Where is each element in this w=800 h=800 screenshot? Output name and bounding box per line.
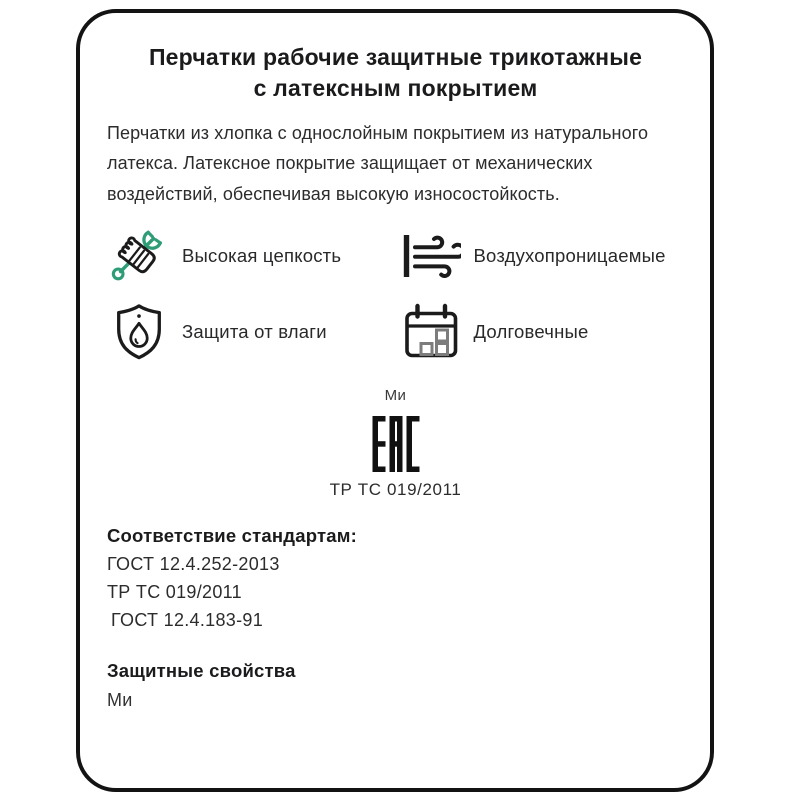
product-title-line2: с латексным покрытием <box>253 75 538 102</box>
description-line: воздействий, обеспечивая высокую износостойкость. <box>107 184 560 205</box>
product-card <box>76 9 714 792</box>
feature-moisture <box>107 301 393 363</box>
description-line: Перчатки из хлопка с однослойным покрытием из натурального <box>107 122 649 143</box>
feature-label: Защита от влаги <box>182 321 327 343</box>
product-title-line1: Перчатки рабочие защитные трикотажные <box>148 44 643 70</box>
marking-text: Ми <box>384 387 407 405</box>
glove-wrench-icon <box>107 226 171 286</box>
protective-properties-block <box>107 660 684 711</box>
feature-label: Воздухопроницаемые <box>473 245 666 267</box>
standards-item: ГОСТ 12.4.252-2013 <box>107 554 280 575</box>
standards-block <box>107 525 684 631</box>
standards-item: ТР ТС 019/2011 <box>107 582 242 603</box>
feature-grip <box>107 225 393 287</box>
feature-durable <box>399 301 685 363</box>
description-line: латекса. Латексное покрытие защищает от механических <box>107 153 593 174</box>
feature-label: Высокая цепкость <box>182 245 342 267</box>
feature-grid <box>107 225 684 363</box>
feature-label: Долговечные <box>473 321 589 343</box>
standards-item: ГОСТ 12.4.183-91 <box>111 610 264 631</box>
wind-icon <box>399 226 463 286</box>
product-description <box>107 118 684 211</box>
regulation-text: ТР ТС 019/2011 <box>329 480 462 500</box>
product-title <box>107 42 684 105</box>
calendar-icon <box>399 302 463 362</box>
eac-mark <box>107 416 684 472</box>
certification-block <box>107 387 684 500</box>
standards-heading: Соответствие стандартам: <box>107 525 357 547</box>
properties-value: Ми <box>107 690 133 711</box>
shield-droplet-icon <box>107 302 171 362</box>
properties-heading: Защитные свойства <box>107 660 296 682</box>
feature-breathable <box>399 225 685 287</box>
